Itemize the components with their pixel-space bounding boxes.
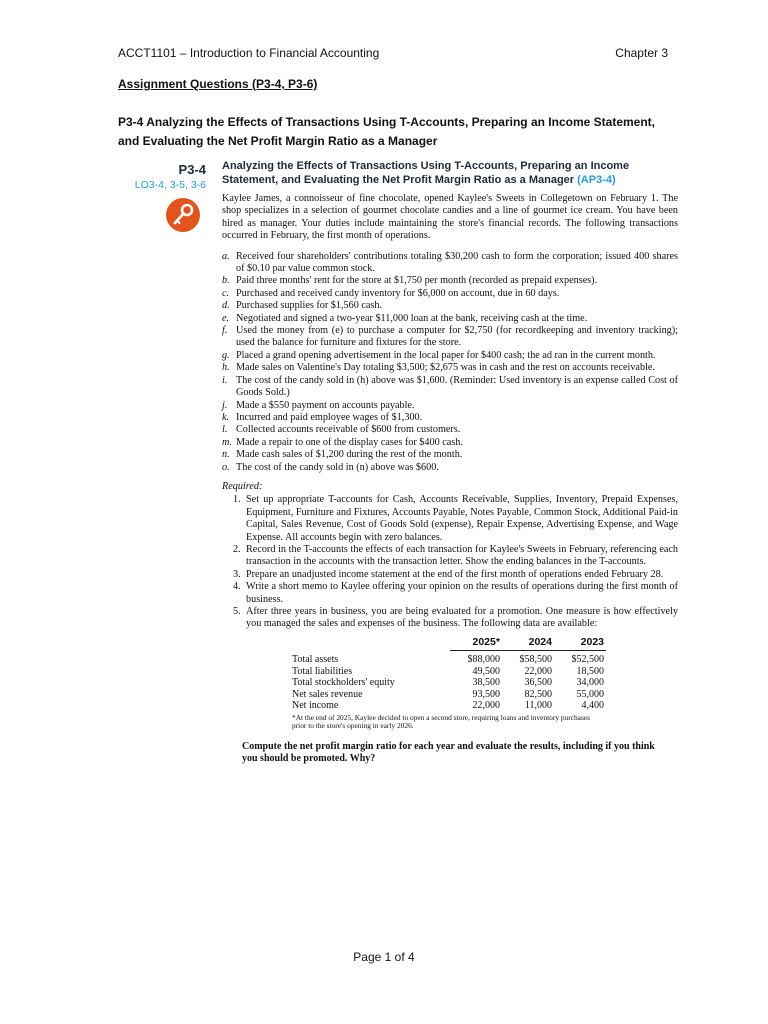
item-text: Negotiated and signed a two-year $11,000 loan at the bank, receiving cash at the time. [236, 312, 588, 324]
row-label: Total assets [292, 654, 339, 666]
list-item [222, 350, 678, 362]
item-letter: n. [222, 449, 230, 461]
table-header-row [292, 637, 606, 651]
list-item [222, 288, 678, 300]
item-text: Made a $550 payment on accounts payable. [236, 399, 415, 411]
problem-badge [118, 162, 206, 192]
list-item [222, 569, 678, 581]
table-cell: $52,500 [571, 654, 604, 666]
table-cell: 55,000 [576, 688, 604, 700]
table-cell: 36,500 [524, 677, 552, 689]
row-label: Net sales revenue [292, 688, 363, 700]
table-cell: 34,000 [576, 677, 604, 689]
learning-objectives: LO3-4, 3-5, 3-6 [134, 179, 206, 191]
column-header: 2024 [502, 637, 554, 651]
problem-title [222, 160, 678, 187]
item-number: 2. [233, 543, 241, 555]
item-text: Set up appropriate T-accounts for Cash, Accounts Receivable, Supplies, Inventory, Prepaid Expenses, Equipment, Furniture and Fixtures, Accounts Payable, Notes Payable, Common Stock, Additional Paid-in Capital, Sales Revenue, Cost of Goods Sold (expense), Repair Expense, Advertising Expense, and Wage Expense. All accounts begin with zero balances. [246, 494, 678, 543]
table-cell: 11,000 [524, 700, 552, 712]
item-letter: f. [222, 325, 228, 337]
list-item [222, 494, 678, 544]
list-item [222, 581, 678, 606]
item-letter: b. [222, 275, 230, 287]
list-item [222, 606, 678, 631]
item-letter: k. [222, 411, 230, 423]
list-item [222, 412, 678, 424]
item-letter: d. [222, 300, 230, 312]
item-number: 4. [233, 581, 241, 593]
list-item [222, 300, 678, 312]
list-item [222, 544, 678, 569]
table-row [292, 651, 606, 666]
item-text: Made a repair to one of the display cases for $400 cash. [236, 436, 463, 448]
transaction-list [222, 251, 678, 474]
item-text: Record in the T-accounts the effects of each transaction for Kaylee's Sweets in February, referencing each transaction in the accounts with the transaction letter. Show the ending balances in the T-accounts. [246, 543, 678, 568]
list-item [222, 462, 678, 474]
list-item [222, 275, 678, 287]
item-text: Write a short memo to Kaylee offering your opinion on the results of operations during the first month of business. [246, 581, 678, 605]
list-item [222, 375, 678, 400]
item-text: The cost of the candy sold in (h) above was $1,600. (Reminder: Used inventory is an expense called Cost of Goods Sold.) [236, 374, 678, 399]
page-header [118, 46, 668, 60]
item-letter: j. [222, 399, 228, 411]
page-number: Page 1 of 4 [353, 950, 415, 964]
row-label: Total stockholders' equity [292, 677, 395, 689]
table-cell: 22,000 [524, 665, 552, 677]
item-text: Purchased supplies for $1,560 cash. [236, 300, 382, 312]
list-item [222, 313, 678, 325]
table-cell: $58,500 [519, 654, 552, 666]
item-text: Placed a grand opening advertisement in the local paper for $400 cash; the ad ran in the current month. [236, 349, 656, 361]
item-letter: a. [222, 250, 230, 262]
key-icon [166, 198, 200, 232]
financial-data-table [292, 637, 606, 712]
final-question: Compute the net profit margin ratio for each year and evaluate the results, including if you think you should be promoted. Why? [242, 740, 655, 764]
list-item [222, 424, 678, 436]
list-item [222, 437, 678, 449]
item-letter: g. [222, 349, 230, 361]
item-letter: h. [222, 362, 230, 374]
item-text: Received four shareholders' contributions totaling $30,200 cash to form the corporation; issued 400 shares of $0.10 par value common stock. [236, 250, 678, 275]
table-cell: 82,500 [524, 688, 552, 700]
table-cell: 38,500 [472, 677, 500, 689]
item-number: 3. [233, 568, 241, 580]
table-cell: 18,500 [576, 665, 604, 677]
course-title: ACCT1101 – Introduction to Financial Accounting [118, 46, 380, 60]
column-header: 2025* [450, 637, 502, 651]
table-row [292, 689, 606, 701]
list-item [222, 362, 678, 374]
table-row [292, 700, 606, 712]
table-cell: 22,000 [472, 700, 500, 712]
assignment-title: Assignment Questions (P3-4, P3-6) [118, 77, 318, 91]
item-number: 5. [233, 606, 241, 617]
list-item [222, 325, 678, 350]
item-text: Used the money from (e) to purchase a computer for $2,750 (for recordkeeping and inventory tracking); used the balance for furniture and fixtures for the store. [236, 325, 678, 349]
problem-number: P3-4 [178, 162, 206, 177]
alt-problem-ref: (AP3-4) [577, 173, 616, 186]
table-row [292, 666, 606, 678]
item-text: Prepare an unadjusted income statement at the end of the first month of operations ended February 28. [246, 568, 664, 580]
problem-heading: P3-4 Analyzing the Effects of Transactions Using T-Accounts, Preparing an Income Statement, and Evaluating the Net Profit Margin Ratio as a Manager [118, 115, 655, 148]
item-letter: l. [222, 424, 228, 436]
item-letter: m. [222, 436, 232, 448]
required-label: Required: [222, 480, 263, 492]
row-label: Net income [292, 700, 339, 712]
item-letter: o. [222, 461, 230, 473]
item-text: Incurred and paid employee wages of $1,300. [236, 411, 423, 423]
problem-intro: Kaylee James, a connoisseur of fine chocolate, opened Kaylee's Sweets in Collegetown on February 1. The shop specializes in a selection of gourmet chocolate candies and a line of gourmet ice cream. You have been hired as manager. Your duties include maintaining the store's financial records. The following transactions occurred in February, the first month of operations. [222, 193, 678, 242]
item-text: The cost of the candy sold in (n) above was $600. [236, 461, 439, 473]
item-letter: i. [222, 374, 228, 386]
table-footnote: *At the end of 2025, Kaylee decided to open a second store, requiring loans and inventory purchases prior to the store's opening in early 2026. [292, 712, 590, 731]
item-text: Made sales on Valentine's Day totaling $3,500; $2,675 was in cash and the rest on accounts receivable. [236, 362, 655, 374]
item-letter: c. [222, 287, 230, 299]
list-item [222, 400, 678, 412]
list-item [222, 251, 678, 276]
item-text: Made cash sales of $1,200 during the rest of the month. [236, 449, 463, 461]
item-text: Paid three months' rent for the store at $1,750 per month (recorded as prepaid expenses). [236, 275, 598, 287]
table-cell: 93,500 [472, 688, 500, 700]
table-cell: 4,400 [581, 700, 604, 712]
item-text: After three years in business, you are being evaluated for a promotion. One measure is how effectively you managed the sales and expenses of the business. The following data are available: [246, 606, 678, 630]
item-letter: e. [222, 312, 230, 324]
row-label: Total liabilities [292, 665, 353, 677]
item-text: Collected accounts receivable of $600 from customers. [236, 424, 461, 436]
item-number: 1. [233, 494, 241, 506]
problem-title-text: Analyzing the Effects of Transactions Using T-Accounts, Preparing an Income Statement, and Evaluating the Net Profit Margin Ratio as a Manager [222, 160, 630, 186]
table-cell: 49,500 [472, 665, 500, 677]
column-header: 2023 [554, 637, 606, 651]
requirements-list [222, 494, 678, 630]
table-cell: $88,000 [467, 654, 500, 666]
table-corner [292, 637, 450, 651]
table-row [292, 677, 606, 689]
problem-body [222, 160, 678, 765]
item-text: Purchased and received candy inventory for $6,000 on account, due in 60 days. [236, 287, 560, 299]
list-item [222, 449, 678, 461]
chapter-label: Chapter 3 [615, 46, 668, 60]
